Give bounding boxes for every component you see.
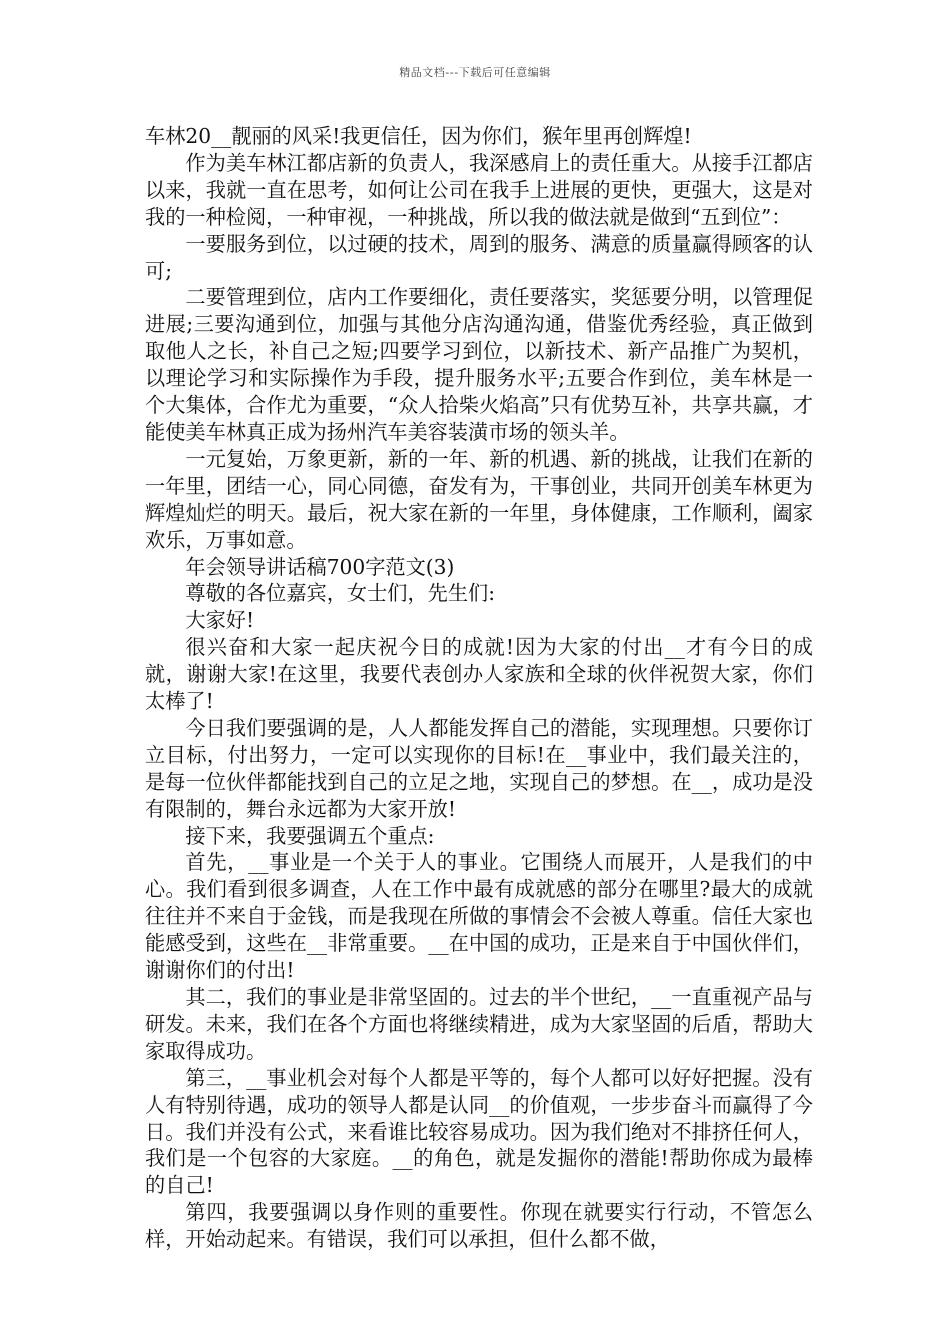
paragraph: 其二，我们的事业是非常坚固的。过去的半个世纪，__一直重视产品与研发。未来，我们在各个方面也将继续精进，成为大家坚固的后盾，帮助大家取得成功。 xyxy=(145,985,813,1063)
paragraph: 大家好! xyxy=(185,608,255,633)
document-body xyxy=(145,123,813,1253)
paragraph: 首先，__事业是一个关于人的事业。它围绕人而展开，人是我们的中心。我们看到很多调查，人在工作中最有成就感的部分在哪里?最大的成就往往并不来自于金钱，而是我现在所做的事情会不会被人尊重。信任大家也能感受到，这些在__非常重要。__在中国的成功，正是来自于中国伙伴们，谢谢你们的付出! xyxy=(145,850,813,983)
paragraph: 很兴奋和大家一起庆祝今日的成就!因为大家的付出__才有今日的成就，谢谢大家!在这里，我要代表创办人家族和全球的伙伴祝贺大家，你们太棒了! xyxy=(145,635,813,714)
paragraph: 二要管理到位，店内工作要细化，责任要落实，奖惩要分明，以管理促进展;三要沟通到位，加强与其他分店沟通沟通，借鉴优秀经验，真正做到取他人之长，补自己之短;四要学习到位，以新技术、新产品推广为契机，以理论学习和实际操作为手段，提升服务水平;五要合作到位，美车林是一个大集体，合作尤为重要，“众人拾柴火焰高”只有优势互补，共享共赢，才能使美车林真正成为扬州汽车美容装潢市场的领头羊。 xyxy=(145,285,813,444)
paragraph: 今日我们要强调的是，人人都能发挥自己的潜能，实现理想。只要你订立目标，付出努力，一定可以实现你的目标!在__事业中，我们最关注的，是每一位伙伴都能找到自己的立足之地，实现自己的梦想。在__，成功是没有限制的，舞台永远都为大家开放! xyxy=(145,715,813,821)
paragraph: 第三，__事业机会对每个人都是平等的，每个人都可以好好把握。没有人有特别待遇，成功的领导人都是认同__的价值观，一步步奋斗而赢得了今日。我们并没有公式，来看谁比较容易成功。因为我们绝对不排挤任何人，我们是一个包容的大家庭。__的角色，就是发掘你的潜能!帮助你成为最棒的自己! xyxy=(145,1065,813,1198)
paragraph: 第四，我要强调以身作则的重要性。你现在就要实行行动，不管怎么样，开始动起来。有错误，我们可以承担，但什么都不做， xyxy=(145,1200,813,1252)
paragraph: 作为美车林江都店新的负责人，我深感肩上的责任重大。从接手江都店以来，我就一直在思考，如何让公司在我手上进展的更快，更强大，这是对我的一种检阅，一种审视，一种挑战，所以我的做法就是做到“五到位”： xyxy=(145,150,813,229)
paragraph: 接下来，我要强调五个重点: xyxy=(185,823,435,848)
paragraph: 尊敬的各位嘉宾，女士们，先生们: xyxy=(185,581,496,606)
section-heading: 年会领导讲话稿700字范文(3) xyxy=(185,554,455,579)
paragraph: 车林20__靓丽的风采!我更信任，因为你们，猴年里再创辉煌! xyxy=(145,124,692,148)
paragraph: 一要服务到位，以过硬的技术，周到的服务、满意的质量赢得顾客的认可; xyxy=(145,231,813,283)
page-header: 精品文档---下载后可任意编辑 xyxy=(399,66,551,79)
paragraph: 一元复始，万象更新，新的一年、新的机遇、新的挑战，让我们在新的一年里，团结一心，同心同德，奋发有为，干事创业，共同开创美车林更为辉煌灿烂的明天。最后，祝大家在新的一年里，身体健康，工作顺利，阖家欢乐，万事如意。 xyxy=(145,446,813,552)
